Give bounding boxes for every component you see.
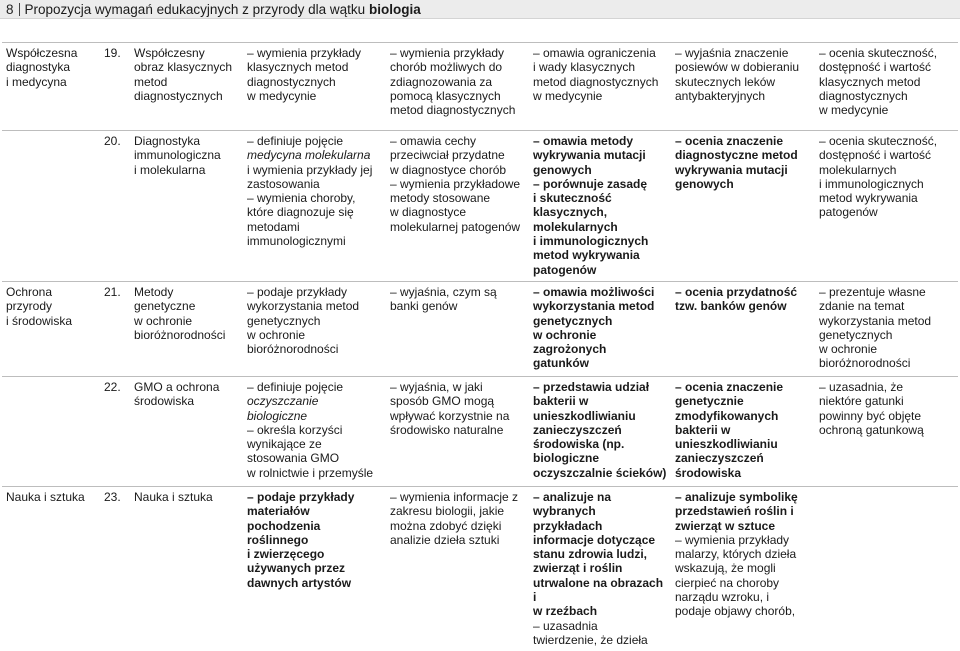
requirement-level-3: – omawia ograniczenia i wady klasycznych metod diagnostycznych w medycynie bbox=[529, 43, 671, 131]
area-cell bbox=[2, 131, 100, 282]
page-number: 8 bbox=[6, 2, 14, 17]
requirement-level-3: – analizuje na wybranych przykładach informacje dotyczące stanu zdrowia ludzi, zwierząt i roślin utrwalone na obrazach i w rzeźbach – uzasadnia twierdzenie, że dzieła bbox=[529, 486, 671, 651]
requirement-level-5 bbox=[815, 486, 958, 651]
requirement-level-3: – omawia metody wykrywania mutacji genowych – porównuje zasadę i skuteczność klasycznych, molekularnych i immunologicznych metod wykrywania patogenów bbox=[529, 131, 671, 282]
page-header bbox=[0, 0, 960, 19]
table-row bbox=[2, 43, 958, 131]
requirement-level-2: – wyjaśnia, czym są banki genów bbox=[386, 281, 529, 376]
requirement-level-2: – wymienia informacje z zakresu biologii, jakie można zdobyć dzięki analizie dzieła sztuki bbox=[386, 486, 529, 651]
requirement-level-4: – ocenia znaczenie diagnostyczne metod wykrywania mutacji genowych bbox=[671, 131, 815, 282]
requirement-level-1: – definiuje pojęcie medycyna molekularna i wymienia przykłady jej zastosowania – wymienia choroby, które diagnozuje się metodami immunologicznymi bbox=[243, 131, 386, 282]
requirement-level-1: – wymienia przykłady klasycznych metod diagnostycznych w medycynie bbox=[243, 43, 386, 131]
lesson-number: 19. bbox=[100, 43, 130, 131]
requirement-level-2: – wyjaśnia, w jaki sposób GMO mogą wpływać korzystnie na środowisko naturalne bbox=[386, 376, 529, 486]
requirement-level-1: – definiuje pojęcie oczyszczanie biologiczne – określa korzyści wynikające ze stosowania GMO w rolnictwie i przemyśle bbox=[243, 376, 386, 486]
requirement-level-4: – analizuje symbolikę przedstawień roślin i zwierząt w sztuce – wymienia przykłady malarzy, których dzieła wskazują, że mogli cierpieć na choroby narządu wzroku, i podaje objawy chorób, bbox=[671, 486, 815, 651]
table-row bbox=[2, 131, 958, 282]
requirement-level-2: – wymienia przykłady chorób możliwych do zdiagnozowania za pomocą klasycznych metod diagnostycznych bbox=[386, 43, 529, 131]
area-cell bbox=[2, 376, 100, 486]
requirement-level-5: – ocenia skuteczność, dostępność i wartość klasycznych metod diagnostycznych w medycynie bbox=[815, 43, 958, 131]
lesson-number: 23. bbox=[100, 486, 130, 651]
requirement-level-5: – uzasadnia, że niektóre gatunki powinny być objęte ochroną gatunkową bbox=[815, 376, 958, 486]
topic-cell: Współczesny obraz klasycznych metod diagnostycznych bbox=[130, 43, 243, 131]
topic-cell: Diagnostyka immunologiczna i molekularna bbox=[130, 131, 243, 282]
requirement-level-5: – prezentuje własne zdanie na temat wykorzystania metod genetycznych w ochronie bioróżnorodności bbox=[815, 281, 958, 376]
requirement-level-1: – podaje przykłady wykorzystania metod genetycznych w ochronie bioróżnorodności bbox=[243, 281, 386, 376]
requirement-level-2: – omawia cechy przeciwciał przydatne w diagnostyce chorób – wymienia przykładowe metody stosowane w diagnostyce molekularnej patogenów bbox=[386, 131, 529, 282]
table-row bbox=[2, 376, 958, 486]
header-title-bold: biologia bbox=[368, 2, 421, 17]
lesson-number: 20. bbox=[100, 131, 130, 282]
area-cell: Współczesna diagnostyka i medycyna bbox=[2, 43, 100, 131]
requirement-level-4: – wyjaśnia znaczenie posiewów w dobieraniu skutecznych leków antybakteryjnych bbox=[671, 43, 815, 131]
topic-cell: GMO a ochrona środowiska bbox=[130, 376, 243, 486]
area-cell: Ochrona przyrody i środowiska bbox=[2, 281, 100, 376]
requirements-table bbox=[2, 42, 958, 651]
table-row bbox=[2, 486, 958, 651]
requirement-level-4: – ocenia przydatność tzw. banków genów bbox=[671, 281, 815, 376]
table-row bbox=[2, 281, 958, 376]
requirement-level-5: – ocenia skuteczność, dostępność i wartość molekularnych i immunologicznych metod wykrywania patogenów bbox=[815, 131, 958, 282]
topic-cell: Nauka i sztuka bbox=[130, 486, 243, 651]
lesson-number: 21. bbox=[100, 281, 130, 376]
topic-cell: Metody genetyczne w ochronie bioróżnorodności bbox=[130, 281, 243, 376]
requirement-level-4: – ocenia znaczenie genetycznie zmodyfikowanych bakterii w unieszkodliwianiu zanieczyszczeń środowiska bbox=[671, 376, 815, 486]
area-cell: Nauka i sztuka bbox=[2, 486, 100, 651]
requirement-level-3: – przedstawia udział bakterii w unieszkodliwianiu zanieczyszczeń środowiska (np. biologiczne oczyszczalnie ścieków) bbox=[529, 376, 671, 486]
lesson-number: 22. bbox=[100, 376, 130, 486]
header-title: Propozycja wymagań edukacyjnych z przyrody dla wątku bbox=[24, 2, 366, 17]
requirement-level-1: – podaje przykłady materiałów pochodzenia roślinnego i zwierzęcego używanych przez dawnych artystów bbox=[243, 486, 386, 651]
requirement-level-3: – omawia możliwości wykorzystania metod genetycznych w ochronie zagrożonych gatunków bbox=[529, 281, 671, 376]
header-separator bbox=[19, 3, 20, 16]
